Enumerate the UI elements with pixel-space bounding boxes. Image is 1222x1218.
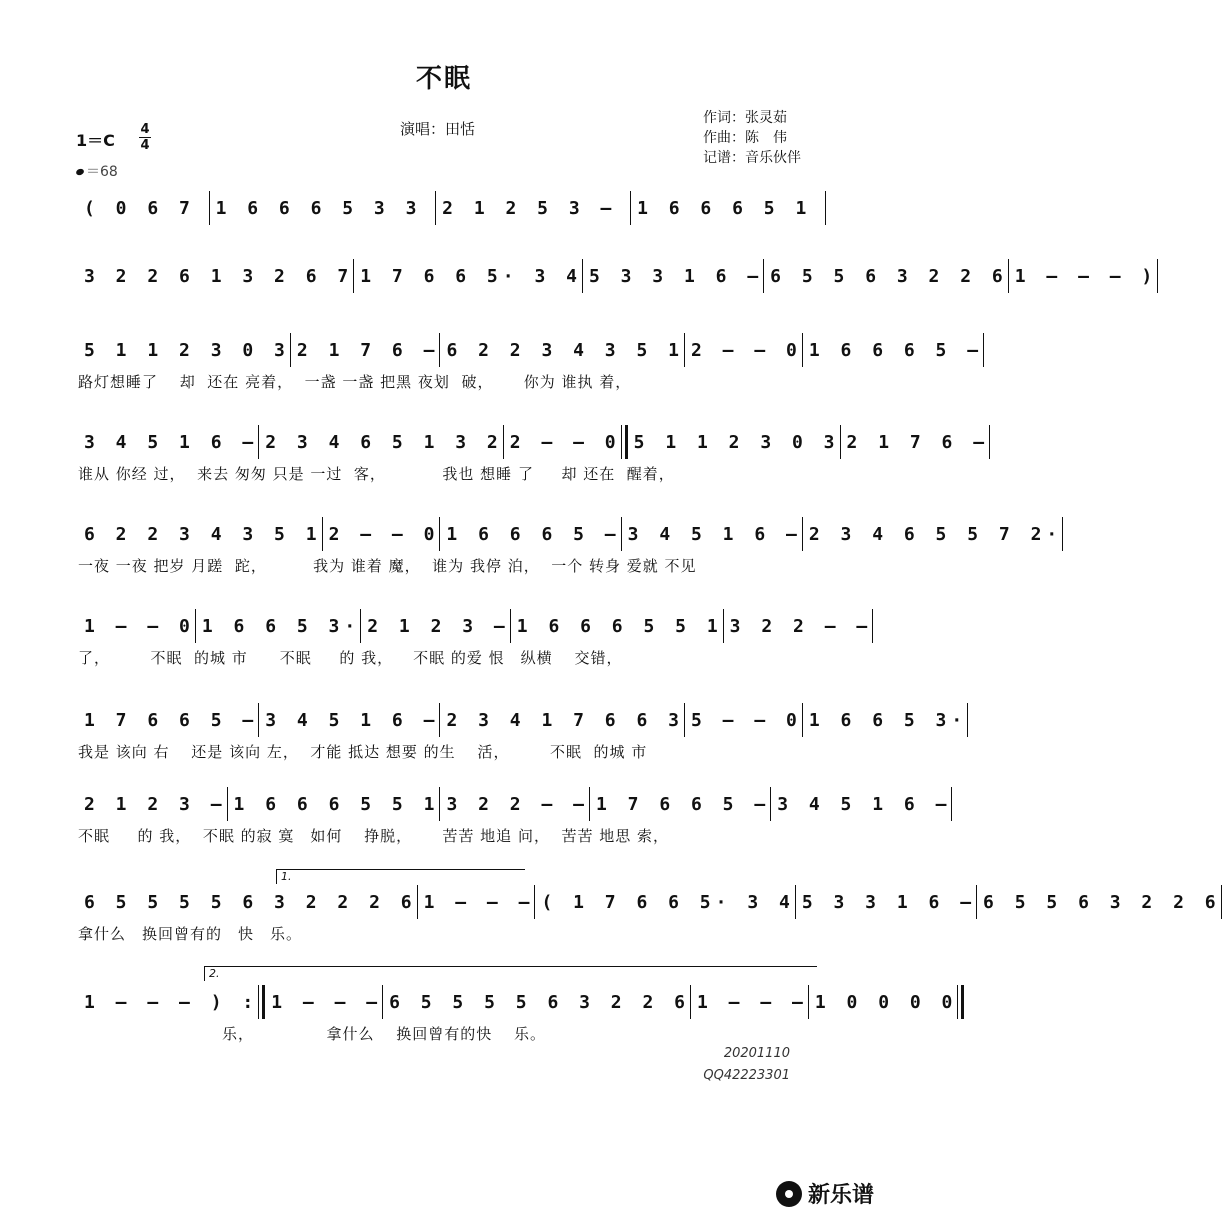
notation-system <box>78 982 958 1046</box>
site-logo <box>776 1178 874 1209</box>
measure: 5 1 1 2 3 0 3 <box>633 431 840 453</box>
singer-credit: 演唱：田恬 <box>400 120 476 138</box>
measure: 6 5 5 5 5 6 3 2 2 2 6 <box>84 891 417 913</box>
measure: 1 6 6 6 5 3 3 <box>215 197 422 219</box>
measure: 1 7 6 6 5· 3 4 <box>360 265 582 287</box>
notation-system <box>78 514 1063 578</box>
measure: 6 2 2 3 4 3 5 1 <box>84 523 322 545</box>
notes-line <box>78 700 968 740</box>
barline-end <box>983 333 984 367</box>
barline-end <box>1062 517 1063 551</box>
measure: 5 3 3 1 6 – <box>801 891 977 913</box>
measure: 1 6 6 5 3· <box>201 615 361 637</box>
measure: 1 6 6 6 5 – <box>808 339 984 361</box>
disc-icon <box>776 1181 802 1207</box>
lyrics-line: 不眠 的 我， 不眠 的寂 寞 如何 挣脱， 苦苦 地追 问， 苦苦 地思 索， <box>78 827 670 845</box>
measure: 3 2 2 – – <box>729 615 873 637</box>
measure: 5 3 3 1 6 – <box>588 265 764 287</box>
footer-date: 20201110 <box>723 1046 790 1061</box>
measure: 1 – – – <box>423 891 535 913</box>
time-signature <box>138 122 152 153</box>
notes-line <box>78 422 990 462</box>
lyrics-line: 了， 不眠 的城 市 不眠 的 我， 不眠 的爱 恨 纵横 交错， <box>78 649 623 667</box>
notation-system <box>78 422 990 486</box>
composer-credit: 作曲：陈 伟 <box>703 130 787 146</box>
measure: 1 – – – <box>271 991 383 1013</box>
volta-second-ending: 2. <box>204 966 817 981</box>
measure: 5 – – 0 <box>691 709 802 731</box>
barline <box>621 425 628 459</box>
measure: 2 1 7 6 – <box>296 339 440 361</box>
measure: 2 3 4 1 7 6 6 3 <box>446 709 684 731</box>
notes-line <box>78 514 1063 554</box>
measure: 2 1 7 6 – <box>846 431 990 453</box>
measure: 6 5 5 6 3 2 2 6 <box>770 265 1008 287</box>
lyrics-line <box>78 296 826 320</box>
notation-system <box>78 784 952 848</box>
notation-system <box>78 256 1158 320</box>
quarter-note-icon <box>75 168 85 176</box>
measure: 2 – – 0 <box>691 339 802 361</box>
measure: 5 1 1 2 3 0 3 <box>84 339 290 361</box>
song-title: 不眠 <box>415 64 472 94</box>
notes-line <box>78 784 952 824</box>
lyrics-line <box>78 228 826 252</box>
measure: 2 1 2 3 – <box>367 615 510 637</box>
lyrics-line: 拿什么 换回曾有的 快 乐。 <box>78 925 303 943</box>
measure: 1 6 6 5 3· <box>808 709 968 731</box>
barline-end <box>967 703 968 737</box>
measure: 1 7 6 6 5 – <box>595 793 771 815</box>
notation-system <box>78 188 826 252</box>
barline-end <box>872 609 873 643</box>
logo-text: 新乐谱 <box>807 1183 874 1208</box>
measure: 3 4 5 1 6 – <box>777 793 952 815</box>
measure: 2 – – 0 <box>328 523 440 545</box>
notes-line <box>78 982 958 1022</box>
lyrics-line: 一夜 一夜 把岁 月蹉 跎， 我为 谁着 魔， 谁为 我停 泊， 一个 转身 爱就 不见 <box>78 557 697 575</box>
measure: 1 6 6 6 5 5 1 <box>516 615 723 637</box>
tempo-marking <box>76 161 118 181</box>
notation-system <box>78 700 968 764</box>
measure: 6 5 5 5 5 6 3 2 2 6 <box>389 991 690 1013</box>
notes-line <box>78 606 873 646</box>
measure: 3 4 5 1 6 – <box>627 523 802 545</box>
lyrics-line: 我是 该向 右 还是 该向 左， 才能 抵达 想要 的生 活， 不眠 的城 市 <box>78 743 648 761</box>
barline-end <box>989 425 990 459</box>
measure: 3 4 5 1 6 – <box>265 709 440 731</box>
notation-system <box>78 882 1221 946</box>
volta-first-ending: 1. <box>276 869 525 884</box>
notes-line <box>78 256 1158 296</box>
measure: 2 3 4 6 5 5 7 2· <box>808 523 1063 545</box>
notes-line <box>78 330 984 370</box>
measure: 2 1 2 5 3 – <box>442 197 617 219</box>
meter-bottom: 4 <box>140 138 150 153</box>
measure: 3 2 2 – – <box>446 793 589 815</box>
measure: 6 2 2 3 4 3 5 1 <box>446 339 684 361</box>
measure: ( 1 7 6 6 5· 3 4 <box>541 891 795 913</box>
measure: 1 7 6 6 5 – <box>84 709 259 731</box>
meter-top: 4 <box>140 122 150 137</box>
measure: 2 – – 0 <box>509 431 621 453</box>
notation-system <box>78 330 984 394</box>
notes-line <box>78 882 1221 922</box>
measure: 1 6 6 6 5 5 1 <box>233 793 440 815</box>
key-signature: 1＝C <box>76 131 115 150</box>
barline-end <box>951 787 952 821</box>
measure: 1 – – – ) <box>1014 265 1158 287</box>
measure: 1 – – – ) : <box>84 991 259 1013</box>
measure: 1 – – 0 <box>84 615 195 637</box>
barline-end <box>1221 885 1222 919</box>
lyrics-line: 谁从 你经 过， 来去 匆匆 只是 一过 客， 我也 想睡 了 却 还在 醒着， <box>78 465 675 483</box>
measure: 1 6 6 6 5 1 <box>637 197 812 219</box>
measure: 1 0 0 0 0 <box>814 991 958 1013</box>
lyricist-credit: 作词：张灵茹 <box>703 110 787 126</box>
barline-end <box>957 985 964 1019</box>
barline-end <box>825 191 826 225</box>
lyrics-line: 乐， 拿什么 换回曾有的快 乐。 <box>78 1025 547 1043</box>
lyrics-line: 路灯想睡了 却 还在 亮着， 一盏 一盏 把黑 夜划 破， 你为 谁执 着， <box>78 373 632 391</box>
footer-qq: QQ42223301 <box>703 1068 790 1083</box>
measure: 6 5 5 6 3 2 2 6 <box>983 891 1221 913</box>
measure: 1 – – – <box>696 991 808 1013</box>
measure: 2 3 4 6 5 1 3 2 <box>265 431 503 453</box>
tempo-value: ＝68 <box>86 164 118 180</box>
barline-end <box>1157 259 1158 293</box>
measure: 1 6 6 6 5 – <box>446 523 621 545</box>
measure: ( 0 6 7 <box>84 197 195 219</box>
credits-block <box>703 108 801 168</box>
measure: 2 1 2 3 – <box>84 793 227 815</box>
measure: 3 2 2 6 1 3 2 6 7 <box>84 265 354 287</box>
transcriber-credit: 记谱：音乐伙伴 <box>703 150 801 166</box>
measure: 3 4 5 1 6 – <box>84 431 259 453</box>
notes-line <box>78 188 826 228</box>
notation-system <box>78 606 873 670</box>
barline <box>258 985 265 1019</box>
